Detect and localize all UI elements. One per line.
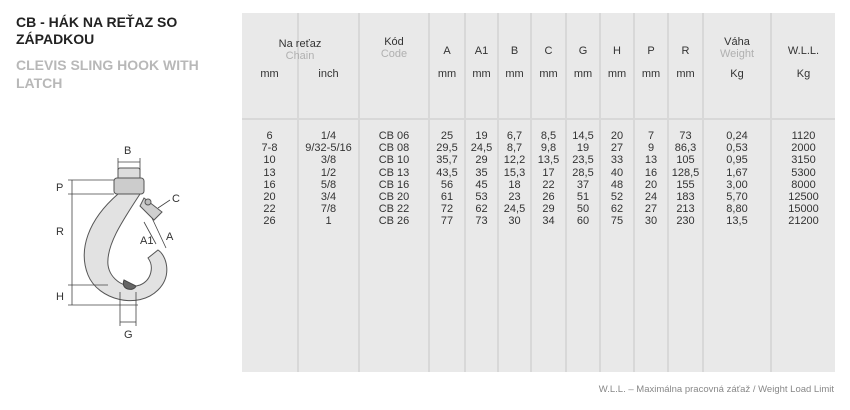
unit-mm: mm bbox=[607, 68, 627, 80]
cell-b: 6,7 bbox=[506, 130, 523, 142]
cell-h: 33 bbox=[610, 154, 624, 167]
cell-b: 18 bbox=[508, 178, 521, 191]
unit-mm: mm bbox=[573, 68, 593, 80]
cell-code: CB 06 bbox=[378, 130, 410, 142]
header-g: G bbox=[578, 45, 588, 57]
cell-p: 16 bbox=[644, 166, 658, 179]
cell-code: CB 13 bbox=[378, 166, 410, 179]
unit-mm: mm bbox=[472, 68, 491, 80]
dim-label-h: H bbox=[56, 291, 64, 303]
cell-chain-inch: 5/8 bbox=[320, 178, 337, 191]
cell-weight: 13,5 bbox=[726, 215, 748, 228]
cell-a1: 73 bbox=[475, 215, 488, 228]
cell-weight: 3,00 bbox=[726, 178, 748, 191]
cell-a1: 24,5 bbox=[470, 142, 493, 155]
cell-weight: 0,24 bbox=[726, 130, 748, 142]
cell-p: 13 bbox=[644, 154, 658, 167]
cell-weight: 0,53 bbox=[726, 142, 748, 155]
cell-b: 30 bbox=[508, 215, 521, 228]
unit-kg: Kg bbox=[796, 68, 811, 80]
clevis-hook-diagram bbox=[48, 140, 218, 340]
dim-label-a: A bbox=[166, 231, 174, 243]
cell-code: CB 22 bbox=[378, 203, 410, 216]
cell-r: 105 bbox=[676, 154, 695, 167]
cell-a1: 62 bbox=[475, 203, 488, 216]
cell-chain-mm: 10 bbox=[263, 154, 276, 167]
cell-g: 50 bbox=[576, 203, 590, 216]
cell-a1: 35 bbox=[475, 166, 488, 179]
cell-chain-inch: 3/4 bbox=[320, 191, 337, 203]
cell-a1: 45 bbox=[475, 178, 488, 191]
cell-chain-inch: 3/8 bbox=[320, 154, 337, 167]
header-a1: A1 bbox=[474, 45, 489, 57]
header-b: B bbox=[510, 45, 519, 57]
unit-mm: mm bbox=[505, 68, 524, 80]
header-p: P bbox=[647, 45, 655, 57]
cell-b: 8,7 bbox=[506, 142, 523, 155]
cell-chain-mm: 7-8 bbox=[261, 142, 278, 155]
cell-c: 26 bbox=[542, 191, 555, 203]
cell-h: 62 bbox=[610, 203, 624, 216]
cell-wll: 21200 bbox=[788, 215, 819, 228]
cell-wll: 12500 bbox=[788, 191, 819, 203]
cell-h: 48 bbox=[610, 178, 624, 191]
dim-label-g: G bbox=[124, 329, 133, 340]
header-wll: W.L.L. bbox=[787, 45, 820, 57]
cell-weight: 1,67 bbox=[726, 166, 748, 179]
cell-r: 183 bbox=[676, 191, 695, 203]
cell-b: 23 bbox=[508, 191, 521, 203]
cell-a: 77 bbox=[440, 215, 454, 228]
cell-wll: 5300 bbox=[791, 166, 816, 179]
unit-mm: mm bbox=[641, 68, 661, 80]
cell-weight: 8,80 bbox=[726, 203, 748, 216]
dim-label-c: C bbox=[172, 193, 180, 205]
cell-chain-inch: 1 bbox=[325, 215, 332, 228]
header-weight-sub: Weight bbox=[719, 48, 755, 60]
cell-r: 86,3 bbox=[674, 142, 697, 155]
cell-c: 8,5 bbox=[540, 130, 557, 142]
cell-chain-inch: 1/4 bbox=[320, 130, 337, 142]
cell-a1: 29 bbox=[475, 154, 488, 167]
cell-g: 60 bbox=[576, 215, 590, 228]
cell-chain-mm: 13 bbox=[263, 166, 276, 179]
cell-weight: 0,95 bbox=[726, 154, 748, 167]
cell-chain-mm: 26 bbox=[263, 215, 276, 228]
unit-mm: mm bbox=[676, 68, 695, 80]
cell-code: CB 10 bbox=[378, 154, 410, 167]
cell-c: 9,8 bbox=[540, 142, 557, 155]
header-c: C bbox=[544, 45, 553, 57]
cell-r: 128,5 bbox=[671, 166, 700, 179]
cell-a: 72 bbox=[440, 203, 454, 216]
cell-h: 27 bbox=[610, 142, 624, 155]
cell-g: 14,5 bbox=[572, 130, 594, 142]
cell-a: 29,5 bbox=[436, 142, 458, 155]
header-r: R bbox=[681, 45, 690, 57]
cell-p: 27 bbox=[644, 203, 658, 216]
cell-b: 24,5 bbox=[503, 203, 526, 216]
cell-chain-inch: 1/2 bbox=[320, 166, 337, 179]
cell-c: 17 bbox=[542, 166, 555, 179]
unit-mm: mm bbox=[437, 68, 457, 80]
cell-wll: 3150 bbox=[791, 154, 816, 167]
cell-wll: 15000 bbox=[788, 203, 819, 216]
cell-weight: 5,70 bbox=[726, 191, 748, 203]
cell-chain-mm: 20 bbox=[263, 191, 276, 203]
cell-wll: 2000 bbox=[791, 142, 816, 155]
cell-a: 43,5 bbox=[436, 166, 458, 179]
cell-code: CB 26 bbox=[378, 215, 410, 228]
cell-wll: 8000 bbox=[791, 178, 816, 191]
header-chain: Na reťaz bbox=[278, 38, 322, 50]
cell-g: 37 bbox=[576, 178, 590, 191]
cell-wll: 1120 bbox=[791, 130, 816, 142]
cell-g: 51 bbox=[576, 191, 590, 203]
cell-r: 230 bbox=[676, 215, 695, 228]
cell-h: 20 bbox=[610, 130, 624, 142]
dim-label-a1: A1 bbox=[140, 235, 154, 247]
cell-a: 56 bbox=[440, 178, 454, 191]
header-chain-sub: Chain bbox=[285, 50, 315, 62]
cell-p: 20 bbox=[644, 178, 658, 191]
cell-c: 22 bbox=[542, 178, 555, 191]
dim-label-p: P bbox=[56, 182, 64, 194]
cell-g: 28,5 bbox=[572, 166, 594, 179]
unit-inch: inch bbox=[318, 68, 339, 80]
cell-chain-inch: 7/8 bbox=[320, 203, 337, 216]
cell-a: 35,7 bbox=[436, 154, 458, 167]
cell-b: 12,2 bbox=[503, 154, 526, 167]
cell-p: 24 bbox=[644, 191, 658, 203]
cell-chain-inch: 9/32-5/16 bbox=[305, 142, 352, 155]
cell-code: CB 08 bbox=[378, 142, 410, 155]
cell-a1: 53 bbox=[475, 191, 488, 203]
cell-h: 40 bbox=[610, 166, 624, 179]
unit-kg: Kg bbox=[730, 68, 744, 80]
dim-label-b: B bbox=[124, 145, 132, 157]
cell-r: 213 bbox=[676, 203, 695, 216]
product-title-en: CLEVIS SLING HOOK WITH LATCH bbox=[16, 57, 199, 91]
cell-code: CB 16 bbox=[378, 178, 410, 191]
cell-a: 25 bbox=[440, 130, 454, 142]
cell-b: 15,3 bbox=[503, 166, 526, 179]
unit-mm: mm bbox=[260, 68, 279, 80]
cell-g: 23,5 bbox=[572, 154, 594, 167]
header-code: Kód bbox=[384, 36, 404, 48]
header-weight: Váha bbox=[724, 36, 750, 48]
cell-a1: 19 bbox=[475, 130, 488, 142]
cell-chain-mm: 16 bbox=[263, 178, 276, 191]
product-title-cz: CB - HÁK NA REŤAZ SO ZÁPADKOU bbox=[16, 14, 178, 47]
spec-table bbox=[242, 13, 835, 372]
cell-r: 155 bbox=[676, 178, 695, 191]
cell-chain-mm: 22 bbox=[263, 203, 276, 216]
cell-h: 52 bbox=[610, 191, 624, 203]
cell-h: 75 bbox=[610, 215, 624, 228]
cell-c: 29 bbox=[542, 203, 555, 216]
cell-code: CB 20 bbox=[378, 191, 410, 203]
dim-label-r: R bbox=[56, 226, 64, 238]
cell-p: 30 bbox=[644, 215, 658, 228]
cell-p: 9 bbox=[647, 142, 655, 155]
cell-r: 73 bbox=[679, 130, 692, 142]
unit-mm: mm bbox=[539, 68, 558, 80]
header-h: H bbox=[613, 45, 621, 57]
cell-chain-mm: 6 bbox=[266, 130, 273, 142]
cell-c: 34 bbox=[542, 215, 555, 228]
header-a: A bbox=[443, 45, 451, 57]
footnote: W.L.L. – Maximálna pracovná záťaž / Weight Load Limit bbox=[598, 384, 834, 395]
cell-c: 13,5 bbox=[537, 154, 560, 167]
cell-p: 7 bbox=[647, 130, 655, 142]
cell-a: 61 bbox=[440, 191, 454, 203]
header-code-sub: Code bbox=[380, 48, 408, 60]
cell-g: 19 bbox=[576, 142, 590, 155]
